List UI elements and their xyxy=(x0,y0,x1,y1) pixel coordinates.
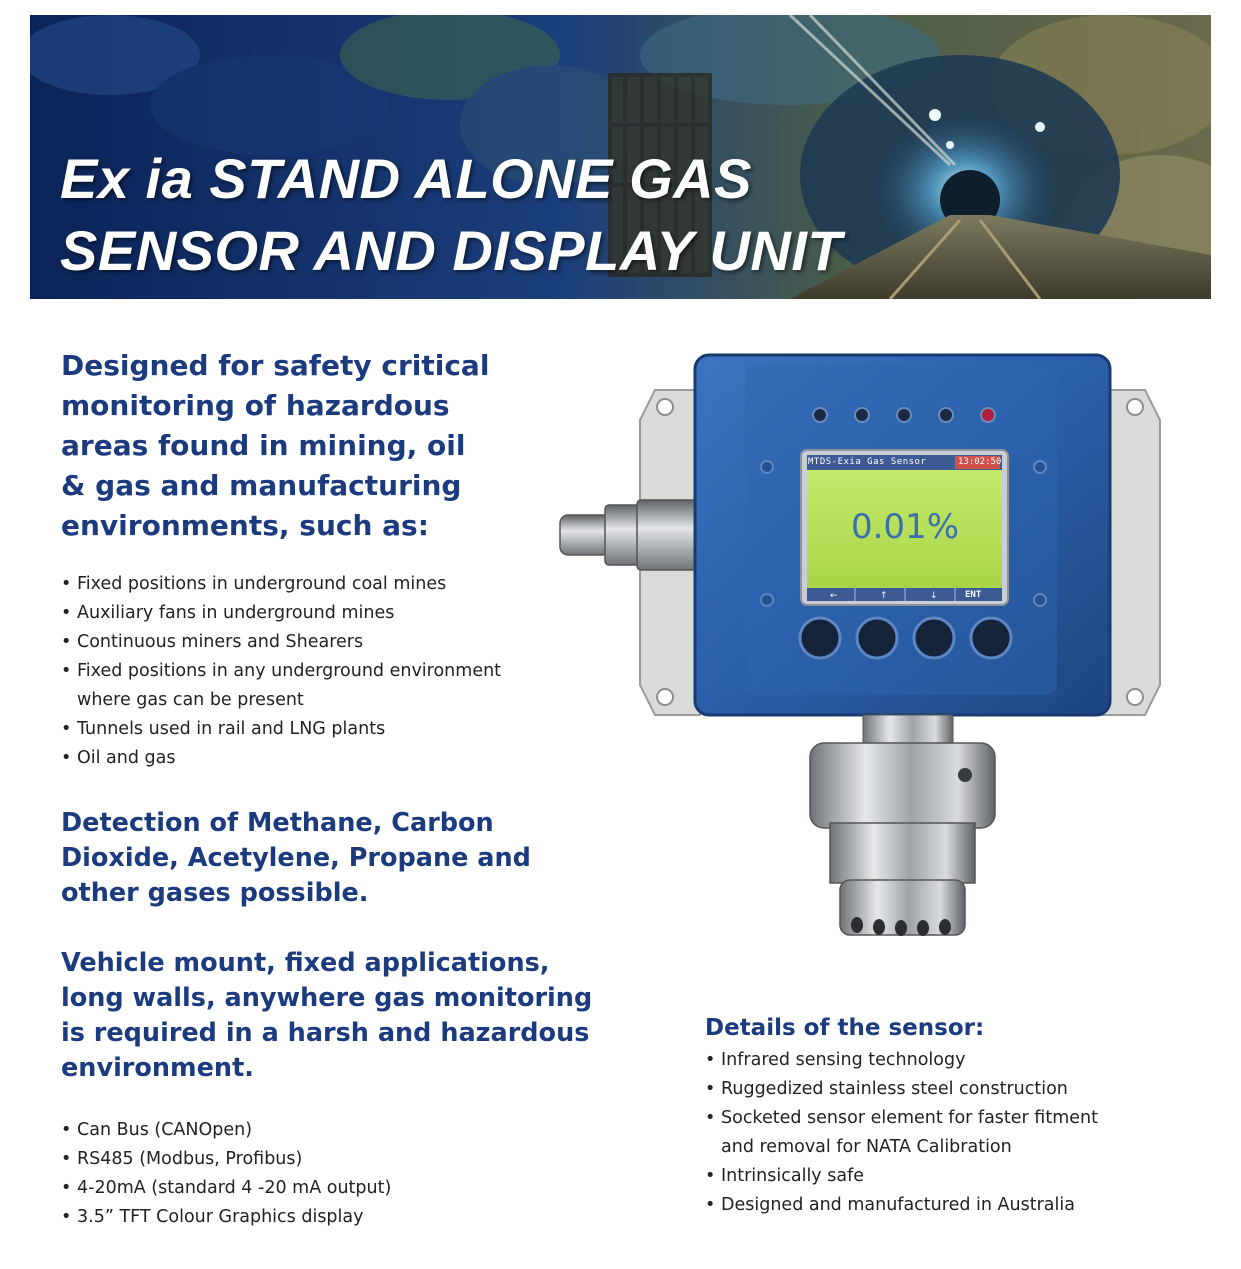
list-item xyxy=(705,1191,1098,1220)
list-item xyxy=(705,1162,1098,1191)
list-item xyxy=(61,657,501,715)
details-list xyxy=(705,1046,1098,1220)
list-item-text: • 4-20mA (standard 4 -20 mA output) xyxy=(77,1178,392,1198)
list-item xyxy=(705,1075,1098,1104)
list-item xyxy=(61,1145,391,1174)
vehicle-heading-line: is required in a harsh and hazardous xyxy=(61,1018,590,1048)
list-item-text: • Tunnels used in rail and LNG plants xyxy=(77,719,386,739)
list-item xyxy=(61,715,501,744)
list-item xyxy=(61,628,501,657)
intro-heading-line: Designed for safety critical xyxy=(61,349,490,382)
list-item-text: • Fixed positions in underground coal mines xyxy=(77,574,447,594)
display-title: MTDS-Exia Gas Sensor xyxy=(808,457,927,467)
list-item xyxy=(61,1174,391,1203)
list-item xyxy=(705,1046,1098,1075)
header-banner xyxy=(30,15,1211,299)
list-item xyxy=(61,744,501,773)
page-title-line: Ex ia STAND ALONE GAS xyxy=(60,147,752,210)
list-item-text: • Can Bus (CANOpen) xyxy=(77,1120,253,1140)
display-enter-key-label: ENT xyxy=(965,590,982,600)
list-item-text: • Oil and gas xyxy=(77,748,176,768)
details-heading-text: Details of the sensor: xyxy=(705,1015,985,1041)
applications-list xyxy=(61,570,501,773)
list-item xyxy=(61,1203,391,1232)
gas-sensor-drawing xyxy=(545,345,1185,945)
intro-heading-line: monitoring of hazardous xyxy=(61,389,450,422)
svg-text:←: ← xyxy=(830,591,838,601)
list-item xyxy=(61,1116,391,1145)
list-item-text: • RS485 (Modbus, Profibus) xyxy=(77,1149,303,1169)
list-item-text: • Auxiliary fans in underground mines xyxy=(77,603,395,623)
svg-text:↑: ↑ xyxy=(880,591,888,601)
list-item-text: • 3.5” TFT Colour Graphics display xyxy=(77,1207,364,1227)
list-item-text: • Continuous miners and Shearers xyxy=(77,632,364,652)
list-item-text: • Socketed sensor element for faster fitment xyxy=(721,1108,1098,1128)
list-item-text: • Fixed positions in any underground environment xyxy=(77,661,502,681)
vehicle-heading-line: environment. xyxy=(61,1053,254,1083)
list-item-continuation: where gas can be present xyxy=(77,690,304,710)
gases-heading xyxy=(61,806,531,911)
list-item xyxy=(705,1104,1098,1162)
intro-heading-line: environments, such as: xyxy=(61,509,429,542)
gases-heading-line: other gases possible. xyxy=(61,878,369,908)
list-item xyxy=(61,570,501,599)
list-item-text: • Infrared sensing technology xyxy=(721,1050,966,1070)
vehicle-heading-line: long walls, anywhere gas monitoring xyxy=(61,983,593,1013)
list-item xyxy=(61,599,501,628)
svg-text:↓: ↓ xyxy=(930,591,938,601)
details-heading xyxy=(705,1013,984,1043)
list-item-text: • Intrinsically safe xyxy=(721,1166,864,1186)
page-title xyxy=(60,143,842,287)
page-title-line: SENSOR AND DISPLAY UNIT xyxy=(60,219,843,282)
interfaces-list xyxy=(61,1116,391,1232)
vehicle-heading-line: Vehicle mount, fixed applications, xyxy=(61,948,550,978)
list-item-text: • Ruggedized stainless steel construction xyxy=(721,1079,1068,1099)
gases-heading-line: Detection of Methane, Carbon xyxy=(61,808,494,838)
gases-heading-line: Dioxide, Acetylene, Propane and xyxy=(61,843,531,873)
gas-sensor-image xyxy=(545,345,1185,945)
vehicle-heading xyxy=(61,946,592,1086)
intro-heading-line: & gas and manufacturing xyxy=(61,469,462,502)
intro-heading xyxy=(61,346,489,546)
display-time: 13:02:50 xyxy=(958,457,1002,467)
intro-heading-line: areas found in mining, oil xyxy=(61,429,466,462)
list-item-text: • Designed and manufactured in Australia xyxy=(721,1195,1075,1215)
display-reading: 0.01% xyxy=(850,507,959,547)
list-item-continuation: and removal for NATA Calibration xyxy=(721,1137,1012,1157)
